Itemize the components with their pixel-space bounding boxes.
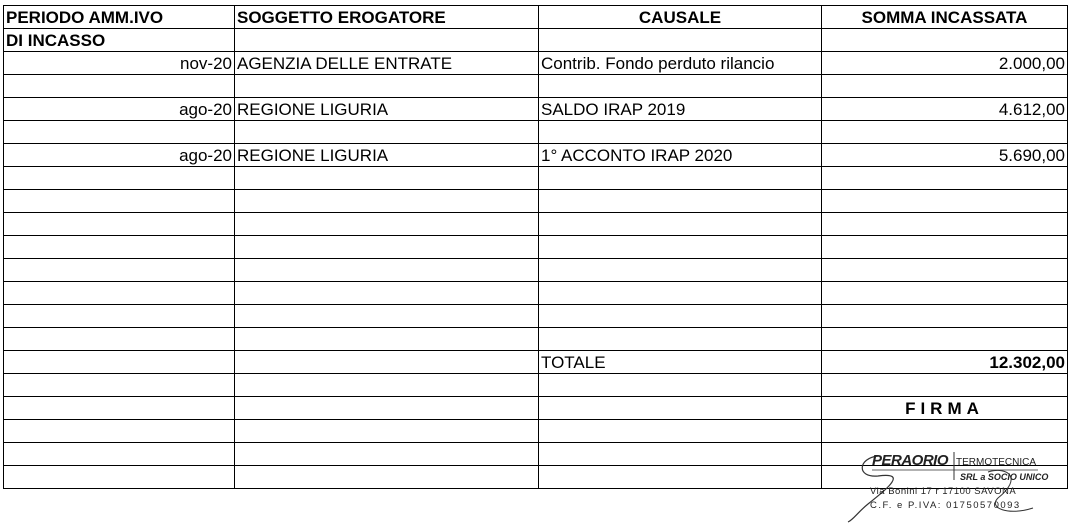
company-stamp xyxy=(838,448,1058,524)
cell-soggetto: REGIONE LIGURIA xyxy=(235,144,539,167)
income-table xyxy=(3,5,1068,489)
table-row xyxy=(4,420,1068,443)
table-row xyxy=(4,236,1068,259)
total-row xyxy=(4,351,1068,374)
cell-soggetto: REGIONE LIGURIA xyxy=(235,98,539,121)
table-row xyxy=(4,144,1068,167)
table-row xyxy=(4,190,1068,213)
table-row xyxy=(4,305,1068,328)
header-soggetto: SOGGETTO EROGATORE xyxy=(235,6,539,29)
total-value: 12.302,00 xyxy=(822,351,1068,374)
cell-causale: 1° ACCONTO IRAP 2020 xyxy=(539,144,822,167)
cell-periodo: ago-20 xyxy=(4,98,235,121)
header-row xyxy=(4,6,1068,29)
total-label: TOTALE xyxy=(539,351,822,374)
cell-causale: SALDO IRAP 2019 xyxy=(539,98,822,121)
table-row xyxy=(4,213,1068,236)
cell-periodo: ago-20 xyxy=(4,144,235,167)
header-causale: CAUSALE xyxy=(539,6,822,29)
header-somma: SOMMA INCASSATA xyxy=(822,6,1068,29)
table-row xyxy=(4,98,1068,121)
cell-soggetto: AGENZIA DELLE ENTRATE xyxy=(235,52,539,75)
table-row xyxy=(4,52,1068,75)
stamp-address: Via Bonini 17 r 17100 SAVONA xyxy=(870,486,1017,497)
header-periodo-line2: DI INCASSO xyxy=(4,29,235,52)
table-row xyxy=(4,259,1068,282)
firma-label: FIRMA xyxy=(822,397,1068,420)
cell-causale: Contrib. Fondo perduto rilancio xyxy=(539,52,822,75)
header-row-2 xyxy=(4,29,1068,52)
table-row xyxy=(4,167,1068,190)
stamp-cf: C.F. e P.IVA: 01750570093 xyxy=(870,500,1021,511)
cell-somma: 4.612,00 xyxy=(822,98,1068,121)
firma-row xyxy=(4,397,1068,420)
stamp-srl: SRL a SOCIO UNICO xyxy=(960,472,1049,482)
stamp-type: TERMOTECNICA xyxy=(956,457,1036,468)
table-row xyxy=(4,75,1068,98)
table-row xyxy=(4,282,1068,305)
header-periodo: PERIODO AMM.IVO xyxy=(4,6,235,29)
cell-somma: 2.000,00 xyxy=(822,52,1068,75)
cell-somma: 5.690,00 xyxy=(822,144,1068,167)
cell-periodo: nov-20 xyxy=(4,52,235,75)
table-row xyxy=(4,374,1068,397)
table-row xyxy=(4,328,1068,351)
stamp-brand: PERAORIO xyxy=(872,452,949,469)
table-row xyxy=(4,121,1068,144)
